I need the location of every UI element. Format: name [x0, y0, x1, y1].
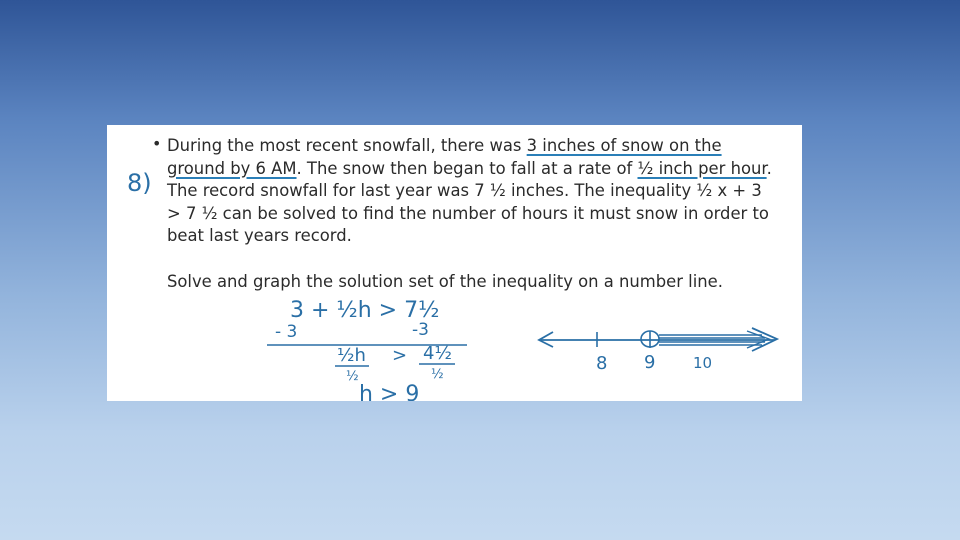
work-result: h > 9 — [359, 382, 420, 401]
problem-text-part: During the most recent snowfall, there was — [167, 136, 527, 155]
underlined-phrase-snow: 3 inches of snow on the ground by 6 AM — [167, 136, 722, 178]
number-line — [539, 328, 777, 374]
divisor-left: ½ — [346, 369, 359, 384]
work-line-3-right: 4½ — [423, 343, 452, 364]
handwritten-work — [107, 125, 802, 401]
worksheet-image — [107, 125, 802, 401]
problem-number: 8) — [127, 169, 152, 197]
work-minus-right: -3 — [412, 320, 429, 340]
underlined-phrase-rate: ½ inch per hour — [637, 158, 767, 178]
problem-text-part: . The snow then began to fall at a rate of — [296, 158, 638, 178]
tick-label: 8 — [596, 353, 608, 374]
work-line-3-left: ½h — [337, 345, 366, 366]
bullet: • — [152, 134, 162, 153]
instruction-text: Solve and graph the solution set of the inequality on a number line. — [167, 272, 723, 291]
work-line-3-op: > — [392, 345, 408, 366]
divisor-right: ½ — [431, 367, 444, 382]
work-minus-left: - 3 — [275, 322, 298, 342]
work-line-1: 3 + ½h > 7½ — [290, 298, 440, 323]
tick-label: 10 — [693, 354, 713, 372]
tick-label: 9 — [644, 352, 656, 373]
problem-text-part: . The record snowfall for last year was 7 ½ inches. The inequality ½ x + 3 > 7 ½ can be solved to find the number of hours it must snow in order to beat last years record. — [167, 158, 772, 245]
